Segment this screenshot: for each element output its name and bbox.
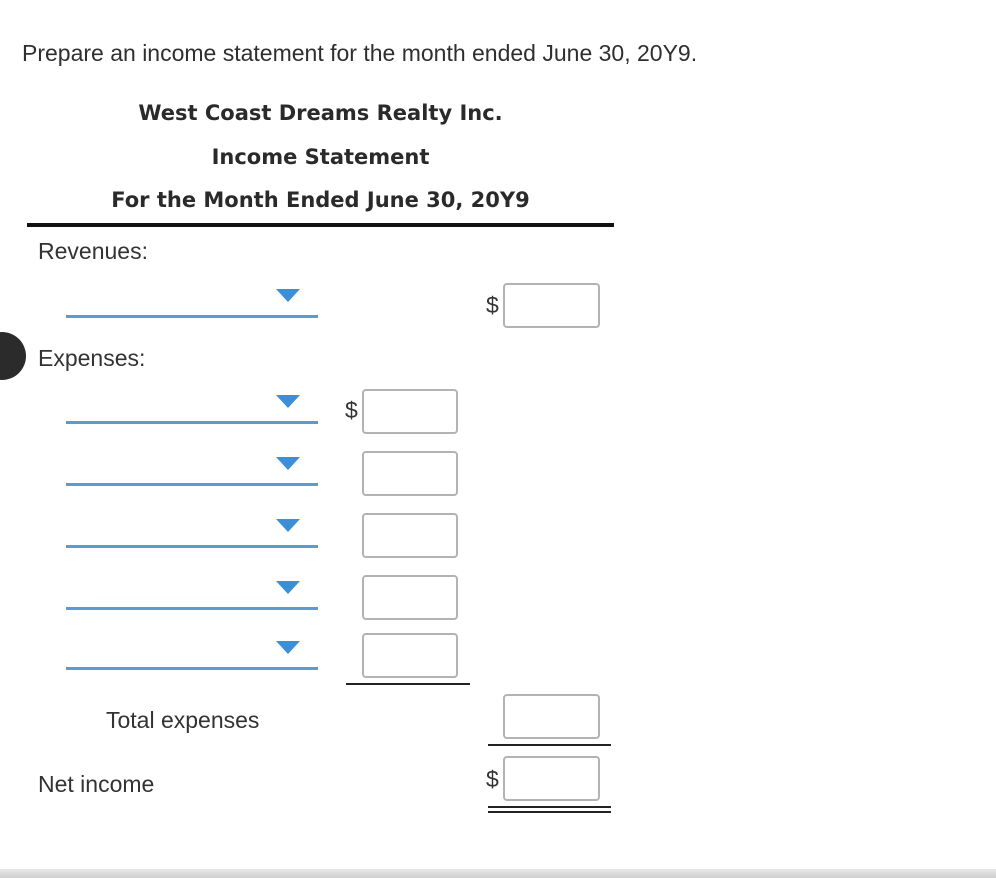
statement-period: For the Month Ended June 30, 20Y9 (111, 188, 530, 212)
net-income-label: Net income (38, 771, 155, 797)
dropdown-underline (66, 483, 318, 486)
expense-amount-input-1[interactable] (362, 389, 458, 434)
heading-divider (27, 223, 614, 227)
revenues-label: Revenues: (38, 238, 148, 264)
expense-amount-input-2[interactable] (362, 451, 458, 496)
expense-account-dropdown-1[interactable] (66, 384, 318, 424)
caret-down-icon (276, 641, 300, 654)
net-income-input[interactable] (503, 756, 600, 801)
expense-amount-input-3[interactable] (362, 513, 458, 558)
dropdown-underline (66, 421, 318, 424)
expense-account-dropdown-3[interactable] (66, 508, 318, 548)
question-prompt: Prepare an income statement for the month ended June 30, 20Y9. (22, 40, 698, 66)
net-income-double-underline-bottom (488, 811, 611, 813)
dropdown-underline (66, 545, 318, 548)
scroll-indicator (0, 332, 26, 380)
net-income-double-underline-top (488, 806, 611, 808)
dropdown-underline (66, 315, 318, 318)
total-expenses-input[interactable] (503, 694, 600, 739)
expense-account-dropdown-4[interactable] (66, 570, 318, 610)
revenue-account-dropdown[interactable] (66, 278, 318, 318)
statement-title: Income Statement (211, 145, 430, 169)
expense-amount-input-5[interactable] (362, 633, 458, 678)
caret-down-icon (276, 581, 300, 594)
caret-down-icon (276, 519, 300, 532)
expense-account-dropdown-5[interactable] (66, 630, 318, 670)
caret-down-icon (276, 457, 300, 470)
total-expenses-underline (488, 744, 611, 746)
expenses-label: Expenses: (38, 345, 146, 371)
expense-column-underline (346, 683, 470, 685)
net-income-dollar-sign: $ (486, 766, 499, 792)
caret-down-icon (276, 289, 300, 302)
dropdown-underline (66, 607, 318, 610)
company-name: West Coast Dreams Realty Inc. (138, 101, 503, 125)
expense-amount-input-4[interactable] (362, 575, 458, 620)
expense-dollar-sign: $ (345, 397, 358, 423)
revenue-dollar-sign: $ (486, 292, 499, 318)
revenue-amount-input[interactable] (503, 283, 600, 328)
caret-down-icon (276, 395, 300, 408)
expense-account-dropdown-2[interactable] (66, 446, 318, 486)
bottom-bar (0, 869, 996, 878)
total-expenses-label: Total expenses (106, 707, 260, 733)
dropdown-underline (66, 667, 318, 670)
